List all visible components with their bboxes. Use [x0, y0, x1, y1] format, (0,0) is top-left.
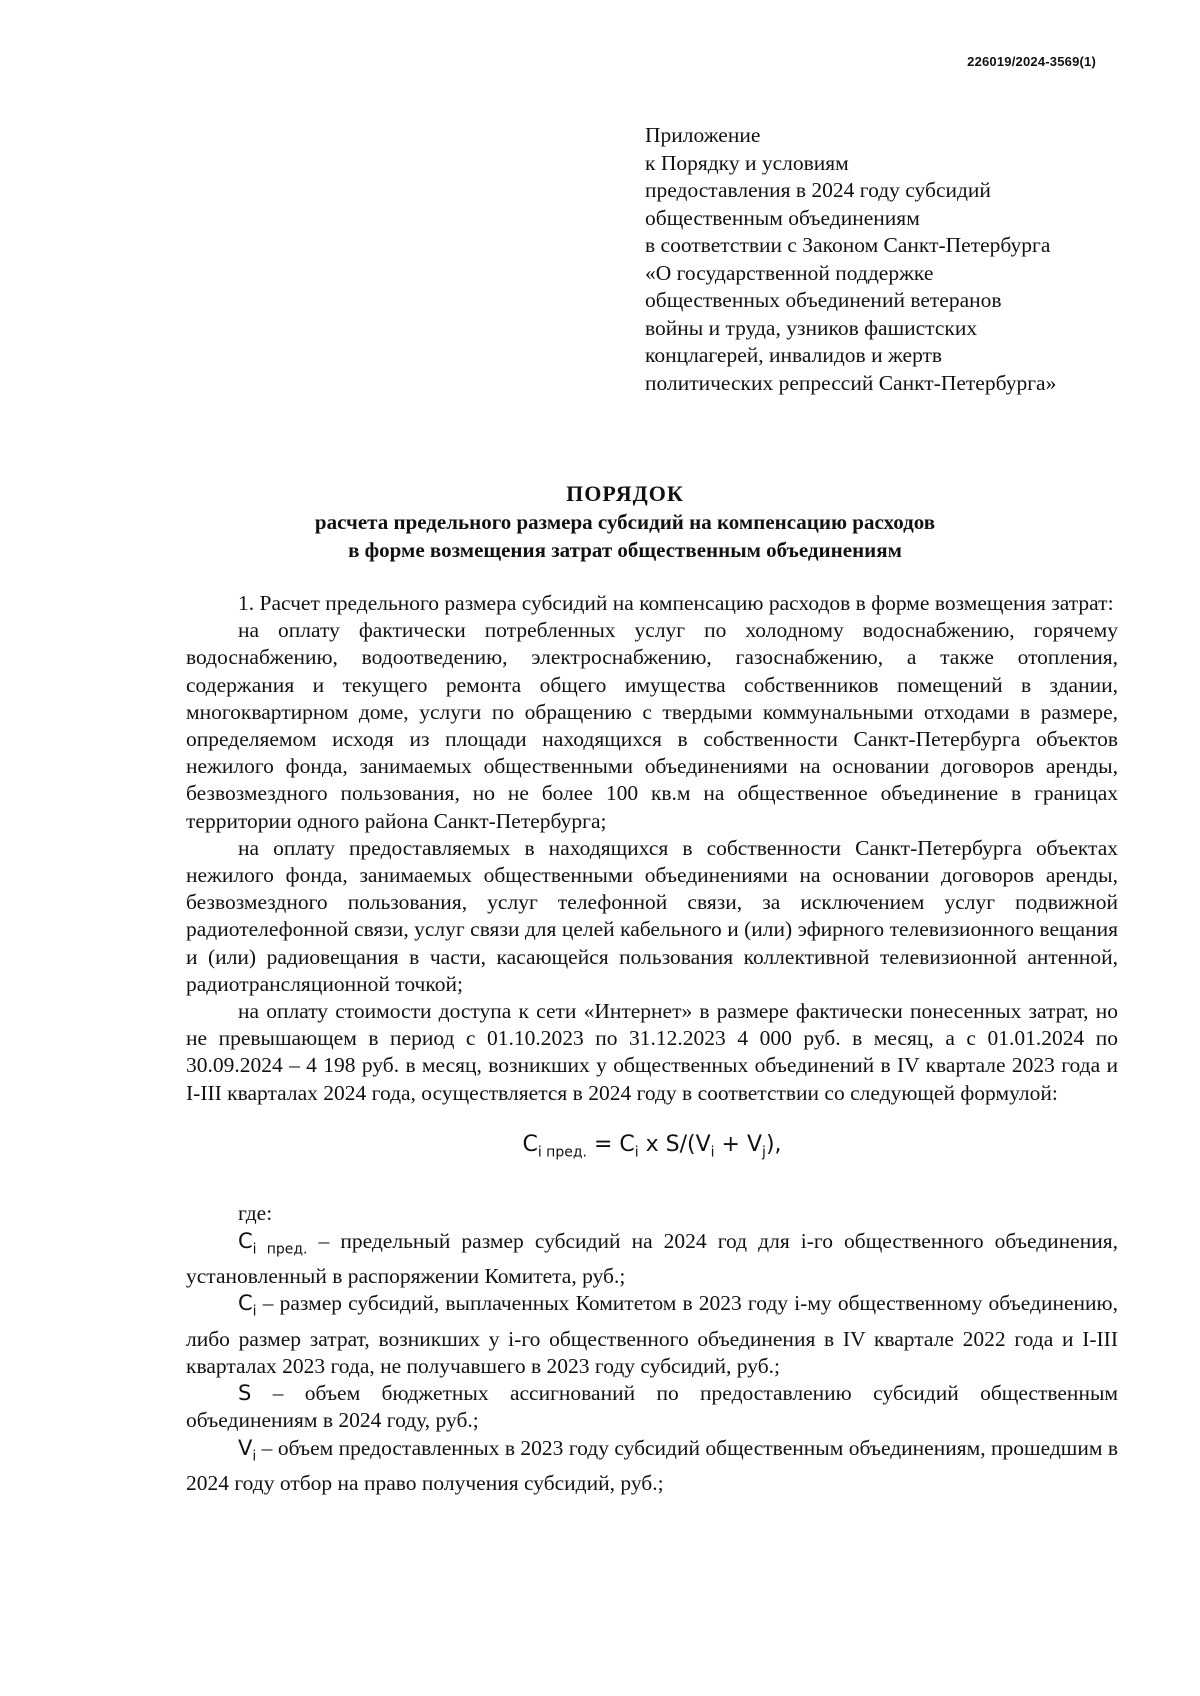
annex-line: Приложение [645, 123, 761, 147]
annex-line: концлагерей, инвалидов и жертв [645, 343, 943, 367]
document-subtitle-line-1: расчета предельного размера субсидий на компенсацию расходов [314, 510, 936, 534]
definitions-list [186, 1228, 1118, 1498]
definition-text: – объем предоставленных в 2023 году субсидий общественным объединениям, прошедшим в 2024 году отбор на право получения субсидий, руб.; [186, 1435, 1118, 1496]
formula: $C_{i пред.} = C_i$ x $S/(V_i + V_j)$, [522, 1131, 782, 1161]
annex-line: «О государственной поддержке [645, 260, 934, 285]
definition-item [186, 1290, 1118, 1380]
title-block [150, 480, 1100, 564]
definition-subscript: i [252, 1303, 257, 1320]
annex-line: общественным объединениям [645, 205, 920, 230]
document-title: ПОРЯДОК [566, 481, 684, 506]
paragraph-3: на оплату предоставляемых в находящихся в собственности Санкт-Петербурга объектах нежилого фонда, занимаемых общественными объединениями на основании договоров аренды, безвозмездного пользования, услуг телефонной связи, за исключением услуг подвижной радиотелефонной связи, услуг связи для целей кабельного и (или) эфирного телевизионного вещания и (или) радиовещания в части, касающейся пользования коллективной телевизионной антенной, радиотрансляционной точкой; [186, 835, 1118, 996]
definition-text: – предельный размер субсидий на 2024 год для i-го общественного объединения, установленный в распоряжении Комитета, руб.; [186, 1228, 1118, 1289]
formula-end: ), [765, 1131, 782, 1157]
paragraph-1: 1. Расчет предельного размера субсидий на компенсацию расходов в форме возмещения затрат: [238, 591, 1114, 615]
where-label: где: [238, 1201, 273, 1226]
paragraph-2: на оплату фактически потребленных услуг по холодному водоснабжению, горячему водоснабжению, водоотведению, электроснабжению, газоснабжению, а также отопления, содержания и текущего ремонта общего имущества собственников помещений в здании, многоквартирном доме, услуги по обращению с твердыми коммунальными отходами в размере, определяемом исходя из площади находящихся в собственности Санкт-Петербурга объектов нежилого фонда, занимаемых общественными объединениями на основании договоров аренды, безвозмездного пользования, но не более 100 кв.м на общественное объединение в границах территории одного района Санкт-Петербурга; [186, 618, 1118, 833]
definition-item [186, 1435, 1118, 1498]
annex-line: к Порядку и условиям [645, 150, 849, 175]
annex-line: общественных объединений ветеранов [645, 288, 1002, 312]
annex-line: предоставления в 2024 году субсидий [645, 178, 991, 202]
annex-line: в соответствии с Законом Санкт-Петербурга [645, 233, 1051, 257]
formula-vi-subscript: i [710, 1144, 715, 1161]
formula-mid: x S/(V [638, 1131, 711, 1157]
definition-text: – объем бюджетных ассигнований по предоставлению субсидий общественным объединениям в 2024 году, руб.; [186, 1381, 1118, 1433]
definition-symbol: C [238, 1228, 253, 1253]
annex-line: войны и труда, узников фашистских [645, 315, 978, 340]
definition-item [186, 1228, 1118, 1291]
definition-item [186, 1380, 1118, 1434]
formula-plus: + V [714, 1131, 763, 1157]
definition-subscript: i пред. [252, 1240, 308, 1257]
document-body [186, 590, 1118, 1497]
definition-symbol: S [238, 1381, 252, 1406]
formula-lhs: C [522, 1131, 538, 1157]
formula-vj-subscript: j [762, 1144, 766, 1161]
definition-subscript: i [252, 1447, 257, 1464]
definition-symbol: C [238, 1291, 253, 1316]
document-number: 226019/2024-3569(1) [967, 54, 1096, 69]
definition-text: – размер субсидий, выплаченных Комитетом в 2023 году i-му общественному объединению, либо размер затрат, возникших у i-го общественного объединения в IV квартале 2022 года и I-III кварталах 2023 года, не получавшего в 2023 году субсидий, руб.; [186, 1291, 1118, 1379]
annex-block [645, 122, 1165, 397]
definition-symbol: V [238, 1435, 253, 1460]
paragraph-4: на оплату стоимости доступа к сети «Интернет» в размере фактически понесенных затрат, но не превышающем в период с 01.10.2023 по 31.12.2023 4 000 руб. в месяц, а с 01.01.2024 по 30.09.2024 – 4 198 руб. в месяц, возникших у общественных объединений в IV квартале 2023 года и I-III кварталах 2024 года, осуществляется в 2024 году в соответствии со следующей формулой: [186, 999, 1118, 1105]
annex-line: политических репрессий Санкт-Петербурга» [645, 370, 1057, 395]
formula-lhs-subscript: i пред. [537, 1144, 587, 1161]
formula-rhs-c: C [619, 1131, 635, 1157]
formula-rhs-c-subscript: i [634, 1144, 639, 1161]
document-subtitle-line-2: в форме возмещения затрат общественным объединениям [348, 538, 902, 562]
